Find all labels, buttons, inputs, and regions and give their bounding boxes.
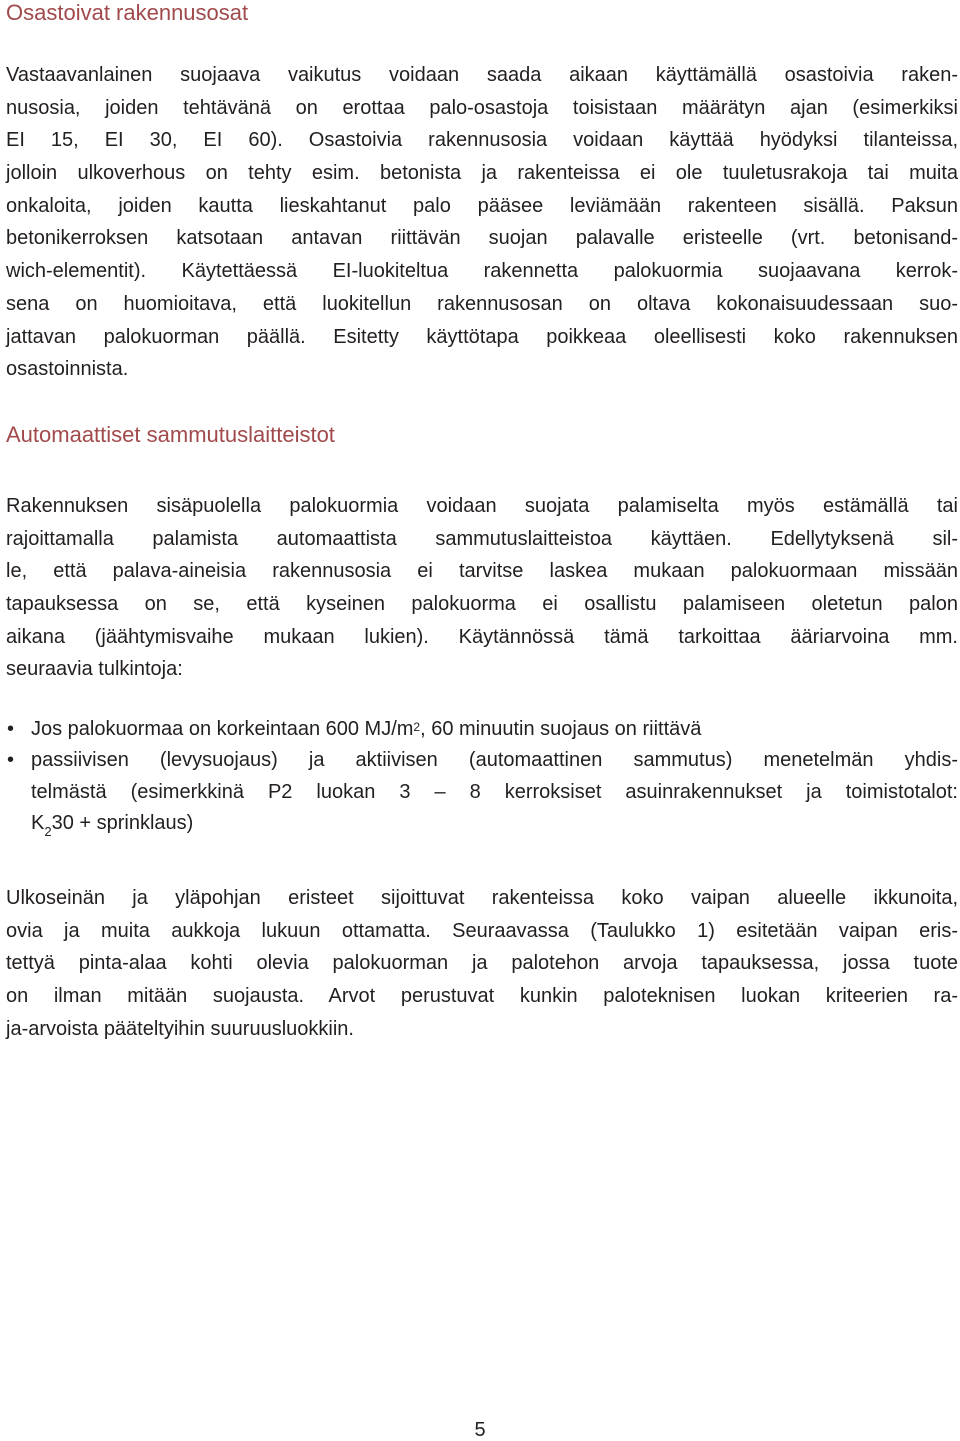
list-item-text xyxy=(31,714,958,745)
text-line: le, että palava-aineisia rakennusosia ei tarvitse laskea mukaan palokuormaan missään xyxy=(6,560,958,583)
text-line: jolloin ulkoverhous on tehty esim. betonista ja rakenteissa ei ole tuuletusrakoja tai muita xyxy=(6,162,958,185)
bullet-marker: • xyxy=(7,749,15,772)
superscript: 2 xyxy=(413,720,421,734)
paragraph-osastoivat-rakennusosat xyxy=(6,59,958,386)
text-line: tettyä pinta-alaa kohti olevia palokuorman ja palotehon arvoja tapauksessa, jossa tuote xyxy=(6,952,958,975)
text-line: wich-elementit). Käytettäessä EI-luokiteltua rakennetta palokuormia suojaavana kerrok- xyxy=(6,260,958,283)
section-heading-osastoivat-rakennusosat: Osastoivat rakennusosat xyxy=(6,0,249,25)
text-line: seuraavia tulkintoja: xyxy=(6,658,183,681)
text-line: nusosia, joiden tehtävänä on erottaa palo-osastoja toisistaan määrätyn ajan (esimerkiksi xyxy=(6,96,958,119)
text-line: onkaloita, joiden kautta lieskahtanut palo pääsee leviämään rakenteen sisällä. Paksun xyxy=(6,194,958,217)
list-item-text-post: 30 + sprinklaus) xyxy=(51,811,194,834)
text-line: ovia ja muita aukkoja lukuun ottamatta. Seuraavassa (Taulukko 1) esitetään vaipan eris- xyxy=(6,919,958,942)
text-line: osastoinnista. xyxy=(6,358,129,381)
list-item xyxy=(6,745,958,839)
section-heading-automaattiset-sammutuslaitteistot: Automaattiset sammutuslaitteistot xyxy=(6,422,335,447)
paragraph-ulkoseinan-eristeet xyxy=(6,882,958,1045)
bullet-list xyxy=(6,714,958,839)
list-item-text-main: Jos palokuormaa on korkeintaan 600 MJ/m xyxy=(31,718,414,740)
page-number: 5 xyxy=(474,1419,486,1441)
text-line: tapauksessa on se, että kyseinen palokuorma ei osallistu palamiseen oletetun palon xyxy=(6,593,958,616)
text-line: jattavan palokuorman päällä. Esitetty käyttötapa poikkeaa oleellisesti koko rakennuksen xyxy=(6,325,958,348)
text-line: EI 15, EI 30, EI 60). Osastoivia rakennusosia voidaan käyttää hyödyksi tilanteissa, xyxy=(6,129,958,152)
text-line: betonikerroksen katsotaan antavan riittävän suojan palavalle eristeelle (vrt. betonisand- xyxy=(6,227,958,250)
subscript: 2 xyxy=(44,823,52,839)
text-line: rajoittamalla palamista automaattista sammutuslaitteistoa käyttäen. Edellytyksenä sil- xyxy=(6,527,958,550)
list-item-text: passiivisen (levysuojaus) ja aktiivisen (automaattinen sammutus) menetelmän yhdis- xyxy=(31,749,958,772)
text-line: ja-arvoista pääteltyihin suuruusluokkiin. xyxy=(6,1017,354,1040)
list-item-text-tail: , 60 minuutin suojaus on riittävä xyxy=(420,718,702,740)
bullet-marker: • xyxy=(7,718,15,740)
text-line: Rakennuksen sisäpuolella palokuormia voidaan suojata palamiselta myös estämällä tai xyxy=(6,495,958,517)
text-line: sena on huomioitava, että luokitellun rakennusosan on oltava kokonaisuudessaan suo- xyxy=(6,292,958,315)
list-item-text xyxy=(31,808,958,839)
list-item xyxy=(6,714,958,745)
list-item-text-k: K xyxy=(31,811,45,834)
text-line: Ulkoseinän ja yläpohjan eristeet sijoittuvat rakenteissa koko vaipan alueelle ikkunoita, xyxy=(6,887,958,909)
text-line: aikana (jäähtymisvaihe mukaan lukien). Käytännössä tämä tarkoittaa ääriarvoina mm. xyxy=(6,625,958,648)
text-line: on ilman mitään suojausta. Arvot perustuvat kunkin paloteknisen luokan kriteerien ra- xyxy=(6,985,958,1008)
text-line: Vastaavanlainen suojaava vaikutus voidaan saada aikaan käyttämällä osastoivia raken- xyxy=(6,64,958,86)
paragraph-automaattiset-sammutuslaitteistot xyxy=(6,490,958,686)
list-item-text: telmästä (esimerkkinä P2 luokan 3 – 8 kerroksiset asuinrakennukset ja toimistotalot: xyxy=(31,780,958,803)
